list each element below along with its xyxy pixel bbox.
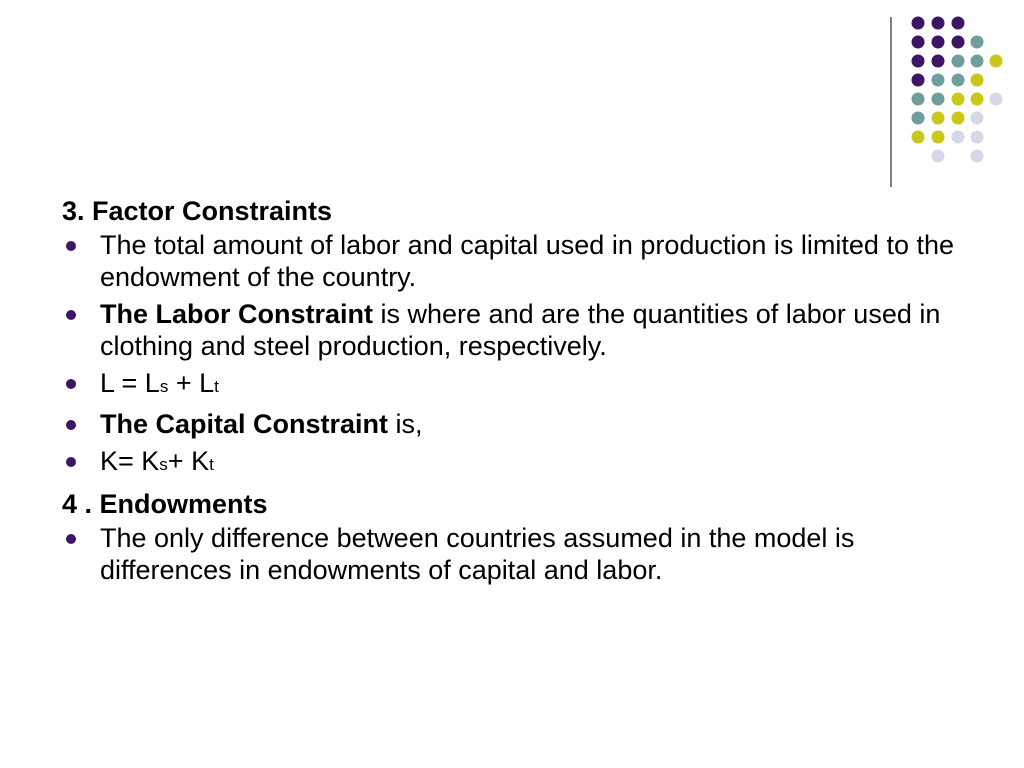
decorative-dot-grid xyxy=(0,0,1024,200)
decorative-dot xyxy=(971,150,984,163)
bullet-text: The total amount of labor and capital used in production is limited to the endowment of the country. xyxy=(100,230,955,292)
bullet-labor-constraint xyxy=(62,298,962,362)
bullet-dot-icon xyxy=(66,420,76,430)
decorative-dot xyxy=(971,93,984,106)
decorative-dot xyxy=(990,55,1003,68)
bullet-capital-constraint xyxy=(62,408,962,440)
decorative-dot xyxy=(932,74,945,87)
decorative-dot xyxy=(971,131,984,144)
bullet-dot-icon xyxy=(66,534,76,544)
decorative-dot xyxy=(912,112,925,125)
section-heading-endowments: 4 . Endowments xyxy=(62,489,268,519)
decorative-dot xyxy=(912,55,925,68)
decorative-dot xyxy=(971,55,984,68)
equation-main: L = L xyxy=(100,368,160,398)
bullet-dot-icon xyxy=(66,241,76,251)
decorative-dot xyxy=(932,131,945,144)
decorative-dot xyxy=(932,150,945,163)
decorative-dot xyxy=(912,74,925,87)
equation-subscript: t xyxy=(214,377,219,396)
bullet-text: The only difference between countries assumed in the model is differences in endowments of capital and labor. xyxy=(100,523,855,585)
decorative-dot xyxy=(971,112,984,125)
decorative-dot xyxy=(912,93,925,106)
decorative-dot xyxy=(990,93,1003,106)
decorative-dot xyxy=(952,36,965,49)
decorative-dot xyxy=(952,112,965,125)
slide-content xyxy=(62,193,962,591)
section-heading-factor-constraints: 3. Factor Constraints xyxy=(62,196,333,226)
decorative-dot xyxy=(952,131,965,144)
bullet-text: is where and are the quantities of labor used in clothing and steel production, respectively. xyxy=(100,299,941,361)
bullet-endowments-difference xyxy=(62,522,962,586)
decorative-dot xyxy=(932,17,945,30)
decorative-dot xyxy=(932,112,945,125)
bullet-dot-icon xyxy=(66,310,76,320)
equation-mid: + K xyxy=(167,446,210,476)
bullet-dot-icon xyxy=(66,379,76,389)
decorative-dot xyxy=(952,74,965,87)
equation-subscript: t xyxy=(209,455,214,474)
bullet-text: is, xyxy=(388,409,423,439)
bullet-labor-equation xyxy=(62,367,962,403)
decorative-dot xyxy=(971,74,984,87)
bullet-dot-icon xyxy=(66,457,76,467)
decorative-dot xyxy=(932,93,945,106)
equation-main: K= K xyxy=(100,446,160,476)
decorative-dot xyxy=(952,17,965,30)
decorative-dot xyxy=(912,17,925,30)
bullet-bold-term: The Labor Constraint xyxy=(100,299,374,329)
bullet-capital-equation xyxy=(62,445,962,481)
bullet-bold-term: The Capital Constraint xyxy=(100,409,389,439)
equation-subscript: s xyxy=(159,377,169,396)
equation-mid: + L xyxy=(168,368,215,398)
decorative-dot xyxy=(932,36,945,49)
decorative-dot xyxy=(932,55,945,68)
decorative-dot xyxy=(912,131,925,144)
equation-subscript: s xyxy=(159,455,168,474)
decorative-dot xyxy=(912,36,925,49)
bullet-total-amount xyxy=(62,229,962,293)
decorative-dot xyxy=(971,36,984,49)
decorative-dot xyxy=(952,93,965,106)
decorative-dot xyxy=(952,55,965,68)
